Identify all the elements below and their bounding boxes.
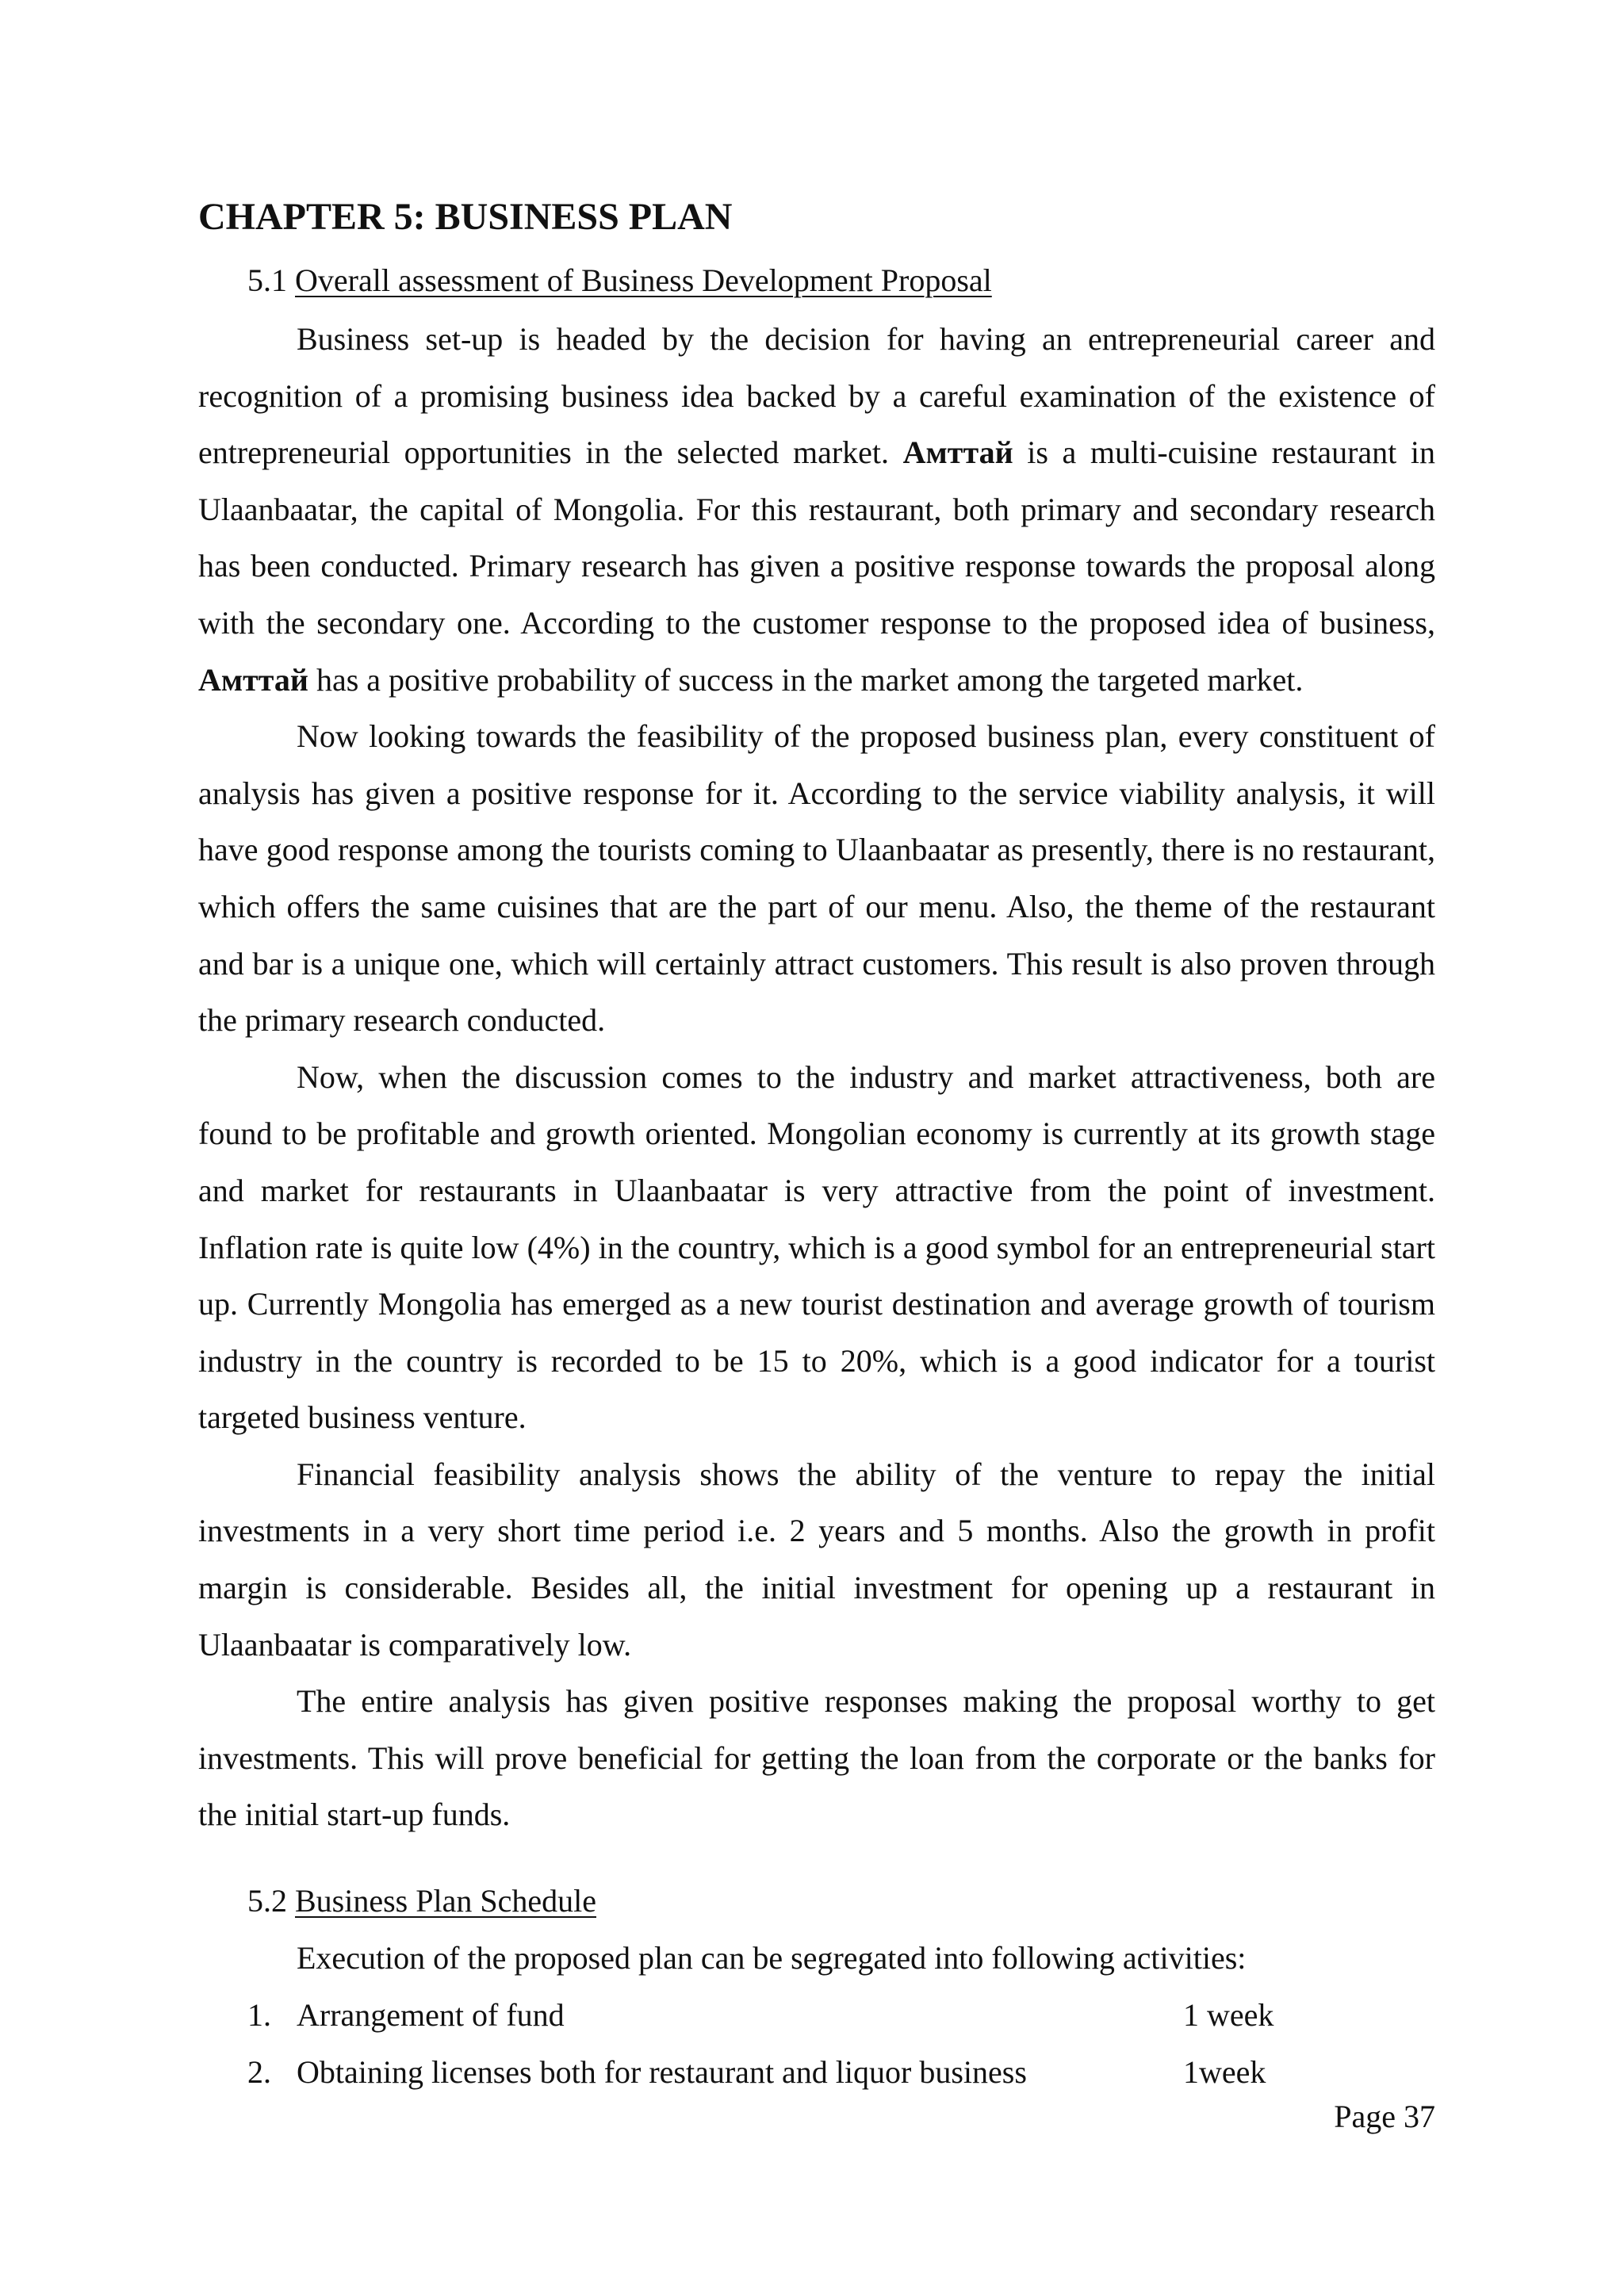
section-title: Overall assessment of Business Development Proposal (295, 262, 992, 298)
paragraph-1 (198, 311, 1435, 708)
chapter-title: CHAPTER 5: BUSINESS PLAN (198, 196, 733, 238)
activity-item (247, 2053, 1318, 2101)
activity-index: 2. (247, 2054, 271, 2090)
section-number: 5.2 (247, 1883, 287, 1919)
activity-label: Arrangement of fund (297, 1997, 565, 2033)
paragraph-2: Now looking towards the feasibility of the proposed business plan, every constituent of analysis has given a positive response for it. According to the service viability analysis, it will have good response among the tourists coming to Ulaanbaatar as presently, there is no restaurant, which offers the same cuisines that are the part of our menu. Also, the theme of the restaurant and bar is a unique one, which will certainly attract customers. This result is also proven through the primary research conducted. (198, 718, 1435, 1039)
section-number: 5.1 (247, 262, 287, 298)
paragraph-text: has a positive probability of success in the market among the targeted market. (308, 661, 1304, 698)
section-heading-5-2 (247, 1882, 596, 1919)
section-title: Business Plan Schedule (295, 1883, 596, 1919)
paragraph-text: Business set-up is headed by the decision for having an entrepreneurial career and recognition of a promising business idea backed by a careful examination of the existence of entrepreneurial opportunities in the selected market. (198, 321, 1435, 471)
schedule-intro: Execution of the proposed plan can be segregated into following activities: (297, 1940, 1247, 1976)
activity-item (247, 1996, 1318, 2044)
activity-duration: 1 week (1183, 1997, 1274, 2033)
section-heading-5-1 (247, 262, 992, 299)
paragraph-text: is a multi-cuisine restaurant in Ulaanbaatar, the capital of Mongolia. For this restaurant, both primary and secondary research has been conducted. Primary research has given a positive response towards the proposal along with the secondary one. According to the customer response to the proposed idea of business, (198, 434, 1435, 641)
brand-name: Амттай (902, 434, 1013, 471)
paragraph-3: Now, when the discussion comes to the industry and market attractiveness, both are found to be profitable and growth oriented. Mongolian economy is currently at its growth stage and market for restaurants in Ulaanbaatar is very attractive from the point of investment. Inflation rate is quite low (4%) in the country, which is a good symbol for an entrepreneurial start up. Currently Mongolia has emerged as a new tourist destination and average growth of tourism industry in the country is recorded to be 15 to 20%, which is a good indicator for a tourist targeted business venture. (198, 1058, 1435, 1436)
brand-name: Амттай (198, 661, 308, 698)
page-number: Page 37 (1334, 2099, 1435, 2134)
activity-duration: 1week (1183, 2054, 1266, 2090)
activity-index: 1. (247, 1997, 271, 2033)
section-5-1-body (198, 311, 1435, 1843)
paragraph-5: The entire analysis has given positive responses making the proposal worthy to get investments. This will prove beneficial for getting the loan from the corporate or the banks for the initial start-up funds. (198, 1683, 1435, 1833)
activity-label: Obtaining licenses both for restaurant and liquor business (297, 2054, 1027, 2090)
paragraph-4: Financial feasibility analysis shows the ability of the venture to repay the initial investments in a very short time period i.e. 2 years and 5 months. Also the growth in profit margin is considerable. Besides all, the initial investment for opening up a restaurant in Ulaanbaatar is comparatively low. (198, 1456, 1435, 1663)
